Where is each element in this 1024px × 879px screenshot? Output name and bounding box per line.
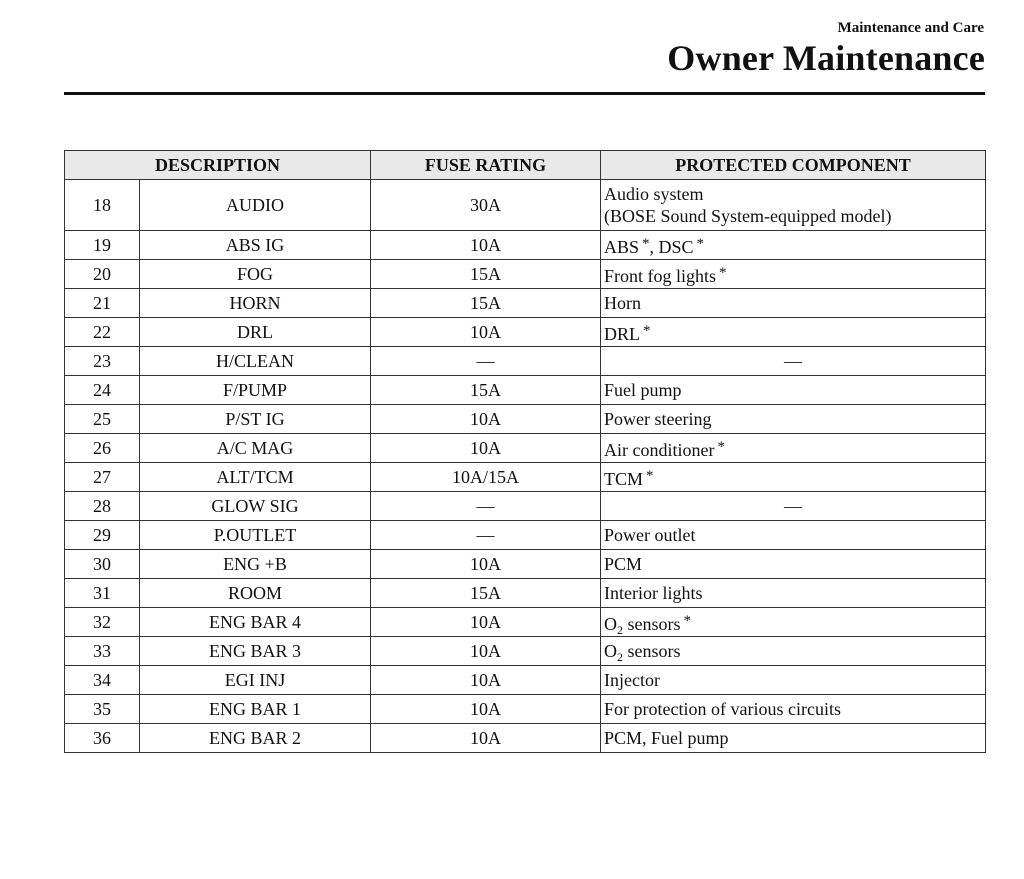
- component-text: Audio system: [604, 184, 704, 204]
- component-text: Power steering: [604, 409, 712, 429]
- fuse-name: DRL: [140, 318, 371, 347]
- protected-component: [601, 289, 986, 318]
- fuse-number: 35: [65, 695, 140, 724]
- component-text-suffix: sensors: [623, 641, 681, 661]
- component-text: Fuel pump: [604, 380, 682, 400]
- component-text: PCM: [604, 554, 643, 574]
- fuse-name: ABS IG: [140, 231, 371, 260]
- protected-component: [601, 637, 986, 666]
- component-text: ABS: [604, 236, 640, 257]
- fuse-name: HORN: [140, 289, 371, 318]
- table-row: [65, 318, 986, 347]
- fuse-rating: 15A: [371, 260, 601, 289]
- component-text: O: [604, 613, 617, 634]
- fuse-rating: 10A: [371, 637, 601, 666]
- table-row: [65, 492, 986, 521]
- protected-component: [601, 463, 986, 492]
- protected-component: [601, 550, 986, 579]
- protected-component: [601, 260, 986, 289]
- protected-component: [601, 180, 986, 231]
- fuse-number: 19: [65, 231, 140, 260]
- protected-component: [601, 666, 986, 695]
- subscript: 2: [617, 622, 623, 637]
- fuse-number: 20: [65, 260, 140, 289]
- component-text: Front fog lights: [604, 265, 717, 286]
- section-title: Maintenance and Care: [837, 20, 984, 36]
- table-row: [65, 376, 986, 405]
- fuse-name: ENG +B: [140, 550, 371, 579]
- table-row: [65, 579, 986, 608]
- fuse-rating: —: [371, 492, 601, 521]
- asterisk-mark: *: [646, 467, 654, 484]
- table-row: [65, 180, 986, 231]
- column-header-fuse-rating: FUSE RATING: [371, 151, 601, 180]
- fuse-name: ENG BAR 2: [140, 724, 371, 753]
- fuse-name: ENG BAR 1: [140, 695, 371, 724]
- protected-component: [601, 318, 986, 347]
- fuse-number: 23: [65, 347, 140, 376]
- fuse-number: 31: [65, 579, 140, 608]
- fuse-number: 24: [65, 376, 140, 405]
- asterisk-mark: *: [717, 438, 725, 455]
- fuse-name: P.OUTLET: [140, 521, 371, 550]
- protected-component: [601, 492, 986, 521]
- table-row: [65, 289, 986, 318]
- fuse-name: ROOM: [140, 579, 371, 608]
- component-text: Interior lights: [604, 583, 703, 603]
- column-header-protected-component: PROTECTED COMPONENT: [601, 151, 986, 180]
- fuse-number: 36: [65, 724, 140, 753]
- fuse-rating: —: [371, 347, 601, 376]
- fuse-number: 22: [65, 318, 140, 347]
- column-header-description: DESCRIPTION: [65, 151, 371, 180]
- protected-component: [601, 521, 986, 550]
- fuse-rating: 10A: [371, 318, 601, 347]
- fuse-number: 32: [65, 608, 140, 637]
- component-text: For protection of various circuits: [604, 699, 841, 719]
- component-text: Injector: [604, 670, 660, 690]
- protected-component: [601, 608, 986, 637]
- fuse-number: 27: [65, 463, 140, 492]
- subscript: 2: [617, 650, 623, 664]
- table-row: [65, 463, 986, 492]
- table-row: [65, 666, 986, 695]
- component-text: PCM, Fuel pump: [604, 728, 729, 748]
- component-text: TCM: [604, 468, 644, 489]
- component-text-line2: (BOSE Sound System-equipped model): [604, 206, 892, 226]
- fuse-number: 29: [65, 521, 140, 550]
- asterisk-mark: *: [683, 612, 691, 629]
- asterisk-mark: *: [643, 322, 651, 339]
- component-text: —: [784, 351, 802, 371]
- protected-component: [601, 405, 986, 434]
- fuse-number: 18: [65, 180, 140, 231]
- table-row: [65, 521, 986, 550]
- fuse-name: H/CLEAN: [140, 347, 371, 376]
- component-text: Power outlet: [604, 525, 696, 545]
- fuse-number: 25: [65, 405, 140, 434]
- fuse-rating: 10A/15A: [371, 463, 601, 492]
- fuse-rating: 10A: [371, 608, 601, 637]
- fuse-rating: 10A: [371, 434, 601, 463]
- protected-component: [601, 724, 986, 753]
- fuse-rating: —: [371, 521, 601, 550]
- protected-component: [601, 347, 986, 376]
- fuse-table: [64, 150, 986, 753]
- protected-component: [601, 231, 986, 260]
- fuse-rating: 10A: [371, 695, 601, 724]
- asterisk-mark: *: [719, 264, 727, 281]
- fuse-name: ENG BAR 3: [140, 637, 371, 666]
- table-row: [65, 347, 986, 376]
- component-text: Air conditioner: [604, 439, 715, 460]
- table-row: [65, 260, 986, 289]
- protected-component: [601, 695, 986, 724]
- component-text: DRL: [604, 323, 640, 344]
- fuse-name: EGI INJ: [140, 666, 371, 695]
- component-text-suffix: , DSC: [649, 236, 694, 257]
- fuse-number: 26: [65, 434, 140, 463]
- fuse-rating: 10A: [371, 550, 601, 579]
- fuse-rating: 10A: [371, 231, 601, 260]
- protected-component: [601, 579, 986, 608]
- component-text: —: [784, 496, 802, 516]
- table-row: [65, 637, 986, 666]
- table-header-row: [65, 151, 986, 180]
- protected-component: [601, 434, 986, 463]
- fuse-name: P/ST IG: [140, 405, 371, 434]
- fuse-name: ALT/TCM: [140, 463, 371, 492]
- table-row: [65, 724, 986, 753]
- component-text: O: [604, 641, 617, 661]
- page-title: Owner Maintenance: [667, 38, 985, 78]
- fuse-rating: 10A: [371, 724, 601, 753]
- protected-component: [601, 376, 986, 405]
- asterisk-mark: *: [696, 235, 705, 252]
- fuse-rating: 10A: [371, 666, 601, 695]
- table-row: [65, 231, 986, 260]
- fuse-number: 30: [65, 550, 140, 579]
- table-row: [65, 695, 986, 724]
- component-text: Horn: [604, 293, 641, 313]
- fuse-rating: 15A: [371, 376, 601, 405]
- asterisk-mark: *: [642, 235, 650, 252]
- table-row: [65, 550, 986, 579]
- fuse-number: 33: [65, 637, 140, 666]
- fuse-rating: 10A: [371, 405, 601, 434]
- fuse-table-body: [65, 180, 986, 753]
- fuse-number: 28: [65, 492, 140, 521]
- table-row: [65, 434, 986, 463]
- table-row: [65, 608, 986, 637]
- fuse-rating: 15A: [371, 579, 601, 608]
- fuse-name: AUDIO: [140, 180, 371, 231]
- fuse-name: A/C MAG: [140, 434, 371, 463]
- table-row: [65, 405, 986, 434]
- fuse-name: F/PUMP: [140, 376, 371, 405]
- fuse-number: 34: [65, 666, 140, 695]
- fuse-number: 21: [65, 289, 140, 318]
- fuse-name: FOG: [140, 260, 371, 289]
- header-divider: [64, 92, 985, 95]
- fuse-rating: 30A: [371, 180, 601, 231]
- fuse-name: ENG BAR 4: [140, 608, 371, 637]
- fuse-rating: 15A: [371, 289, 601, 318]
- fuse-name: GLOW SIG: [140, 492, 371, 521]
- component-text-suffix: sensors: [623, 613, 681, 634]
